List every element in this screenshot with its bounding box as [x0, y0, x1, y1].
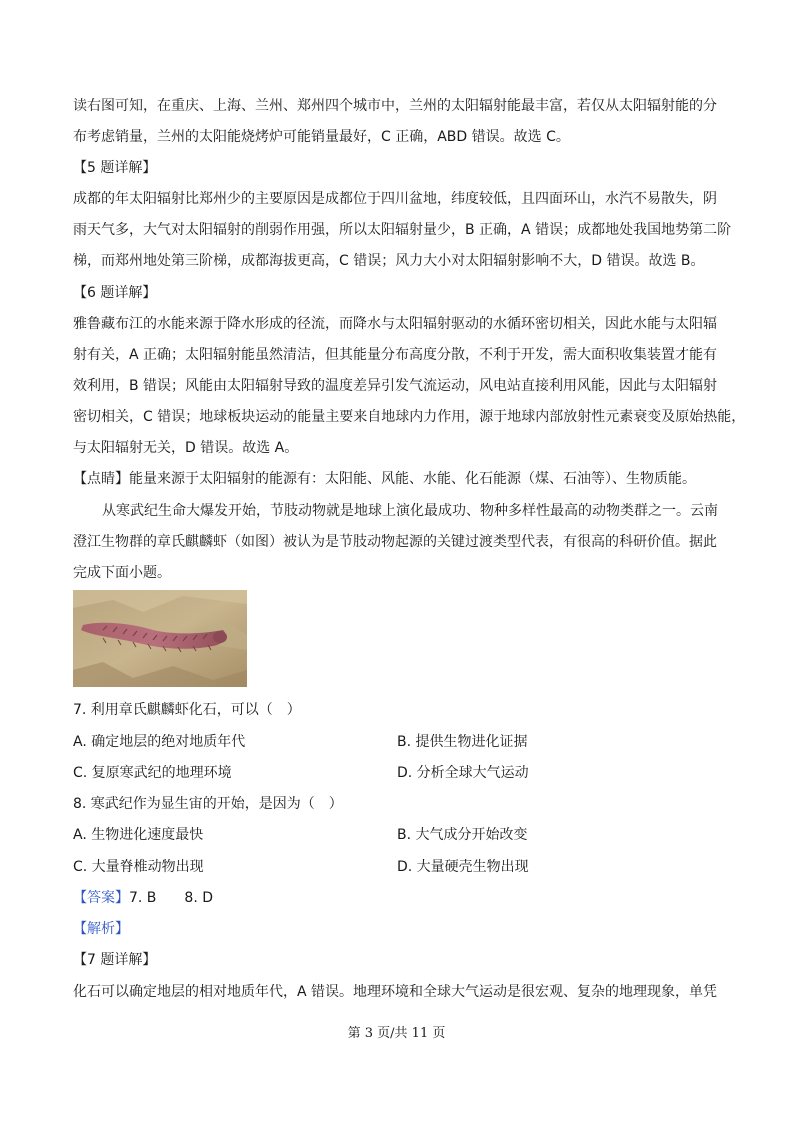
paragraph-line: 密切相关，C 错误；地球板块运动的能量主要来自地球内力作用，源于地球内部放射性元素衰变及原始热能， — [73, 409, 746, 425]
paragraph-line: 雨天气多，大气对太阳辐射的削弱作用强，所以太阳辐射量少，B 正确，A 错误；成都地处我国地势第二阶 — [73, 222, 732, 238]
answer-line — [73, 888, 213, 908]
paragraph-line: 成都的年太阳辐射比郑州少的主要原因是成都位于四川盆地，纬度较低，且四面环山，水汽不易散失，阴 — [73, 191, 717, 207]
answer-tag: 【答案】 — [73, 890, 129, 906]
question-7-stem: 7. 利用章氏麒麟虾化石，可以（ ） — [73, 702, 301, 718]
paragraph-line: 雅鲁藏布江的水能来源于降水形成的径流，而降水与太阳辐射驱动的水循环密切相关，因此水能与太阳辐 — [73, 316, 717, 332]
question-8-stem: 8. 寒武纪作为显生宙的开始，是因为（ ） — [73, 796, 343, 812]
fossil-image — [73, 590, 247, 687]
key-point-line: 【点睛】能量来源于太阳辐射的能源有：太阳能、风能、水能、化石能源（煤、石油等）、生物质能。 — [73, 471, 696, 487]
passage-line: 从寒武纪生命大爆发开始，节肢动物就是地球上演化最成功、物种多样性最高的动物类群之一。云南 — [102, 503, 718, 519]
analysis-tag: 【解析】 — [73, 921, 129, 937]
q7-option-a: A. 确定地层的绝对地质年代 — [73, 734, 246, 750]
page-footer: 第 3 页/共 11 页 — [347, 1026, 446, 1041]
q8-option-c: C. 大量脊椎动物出现 — [73, 859, 204, 875]
q7-option-c: C. 复原寒武纪的地理环境 — [73, 765, 232, 781]
passage-line: 澄江生物群的章氏麒麟虾（如图）被认为是节肢动物起源的关键过渡类型代表，有很高的科研价值。据此 — [73, 534, 717, 550]
paragraph-line: 读右图可知，在重庆、上海、兰州、郑州四个城市中，兰州的太阳辐射能最丰富，若仅从太阳辐射能的分 — [73, 98, 717, 114]
paragraph-line: 布考虑销量，兰州的太阳能烧烤炉可能销量最好，C 正确，ABD 错误。故选 C。 — [73, 129, 570, 145]
answer-text: 7. B 8. D — [129, 890, 213, 906]
q8-option-d: D. 大量硬壳生物出现 — [397, 859, 529, 875]
q8-option-a: A. 生物进化速度最快 — [73, 827, 204, 843]
q7-option-b: B. 提供生物进化证据 — [397, 734, 528, 750]
paragraph-line: 化石可以确定地层的相对地质年代，A 错误。地理环境和全球大气运动是很宏观、复杂的地理现象，单凭 — [73, 984, 718, 1000]
q8-option-b: B. 大气成分开始改变 — [397, 827, 528, 843]
section-tag-5: 【5 题详解】 — [73, 160, 157, 176]
q7-option-d: D. 分析全球大气运动 — [397, 765, 529, 781]
fossil-photo-icon — [73, 590, 247, 687]
section-tag-7: 【7 题详解】 — [73, 952, 157, 968]
passage-line: 完成下面小题。 — [73, 565, 171, 581]
paragraph-line: 梯，而郑州地处第三阶梯，成都海拔更高，C 错误；风力大小对太阳辐射影响不大，D 错误。故选 B。 — [73, 253, 705, 269]
paragraph-line: 射有关，A 正确；太阳辐射能虽然清洁，但其能量分布高度分散，不利于开发，需大面积收集装置才能有 — [73, 347, 718, 363]
paragraph-line: 效利用，B 错误；风能由太阳辐射导致的温度差异引发气流运动，风电站直接利用风能，因此与太阳辐射 — [73, 378, 718, 394]
paragraph-line: 与太阳辐射无关，D 错误。故选 A。 — [73, 440, 299, 456]
section-tag-6: 【6 题详解】 — [73, 285, 157, 301]
